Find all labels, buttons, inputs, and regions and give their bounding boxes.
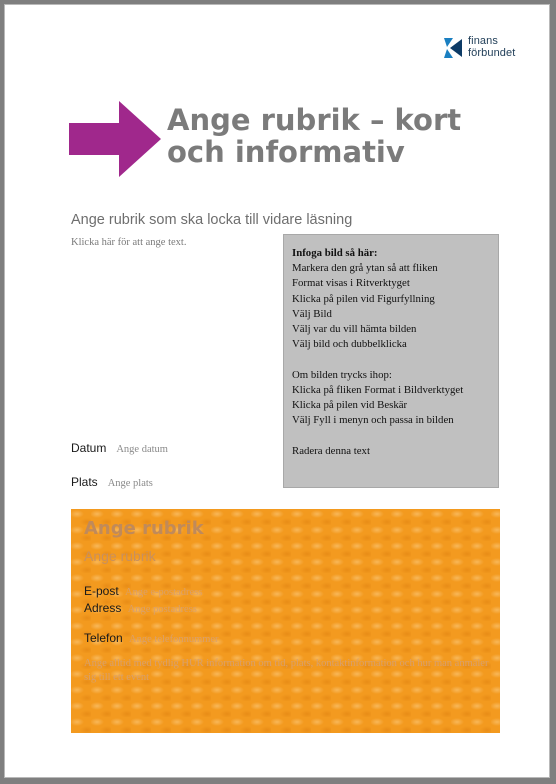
phone-row [84,631,219,645]
phone-field[interactable]: Ange telefonnummer [129,634,219,645]
logo-mark-icon [442,36,466,60]
image-box-crop-step: Välj Fyll i menyn och passa in bilden [292,414,454,427]
image-box-step: Klicka på pilen vid Figurfyllning [292,292,435,305]
address-label: Adress [84,601,122,615]
contact-title[interactable]: Ange rubrik [84,518,204,539]
document-page [4,4,550,778]
logo-text [468,35,515,59]
date-row [71,439,168,457]
image-box-step: Format visas i Ritverktyget [292,277,410,290]
logo-text-line1: finans [468,35,498,47]
contact-box [71,509,500,733]
place-row [71,473,153,491]
email-label: E-post [84,584,119,598]
page-title: Ange rubrik – kort och informativ [167,103,462,169]
image-box-heading: Infoga bild så här: [292,247,378,259]
phone-label: Telefon [84,631,123,645]
date-label: Datum [71,441,107,455]
image-box-crop-step: Klicka på pilen vid Beskär [292,399,408,412]
place-field[interactable]: Ange plats [107,478,153,489]
email-field[interactable]: Ange e-postadress [125,587,203,598]
page-subtitle: Ange rubrik som ska locka till vidare läsning [71,212,353,228]
spacer [292,352,490,367]
image-box-crop-step: Klicka på fliken Format i Bildverktyget [292,383,464,396]
address-row [84,601,197,615]
image-box-step: Markera den grå ytan så att fliken [292,262,438,275]
place-label: Plats [71,475,98,489]
contact-subtitle[interactable]: Ange rubrik [84,548,156,564]
finansforbundet-logo [442,34,532,62]
image-placeholder-box[interactable] [283,234,499,488]
arrow-right-icon [69,101,161,177]
spacer [292,428,490,443]
image-box-crop-heading: Om bilden trycks ihop: [292,368,392,381]
contact-note[interactable]: Ange alltid med tydlig HUR information om tid, plats, kontaktinformation och hur man anmäler sig till ett event [84,658,489,683]
image-box-step: Välj var du vill hämta bilden [292,323,417,336]
email-row [84,584,202,598]
date-field[interactable]: Ange datum [116,444,168,455]
logo-text-line2: förbundet [468,47,516,59]
image-box-remove-text: Radera denna text [292,444,370,457]
image-box-step: Välj Bild [292,307,332,320]
image-box-step: Välj bild och dubbelklicka [292,338,407,351]
address-field[interactable]: Ange postadress [127,604,197,615]
body-placeholder[interactable]: Klicka här för att ange text. [71,237,187,248]
